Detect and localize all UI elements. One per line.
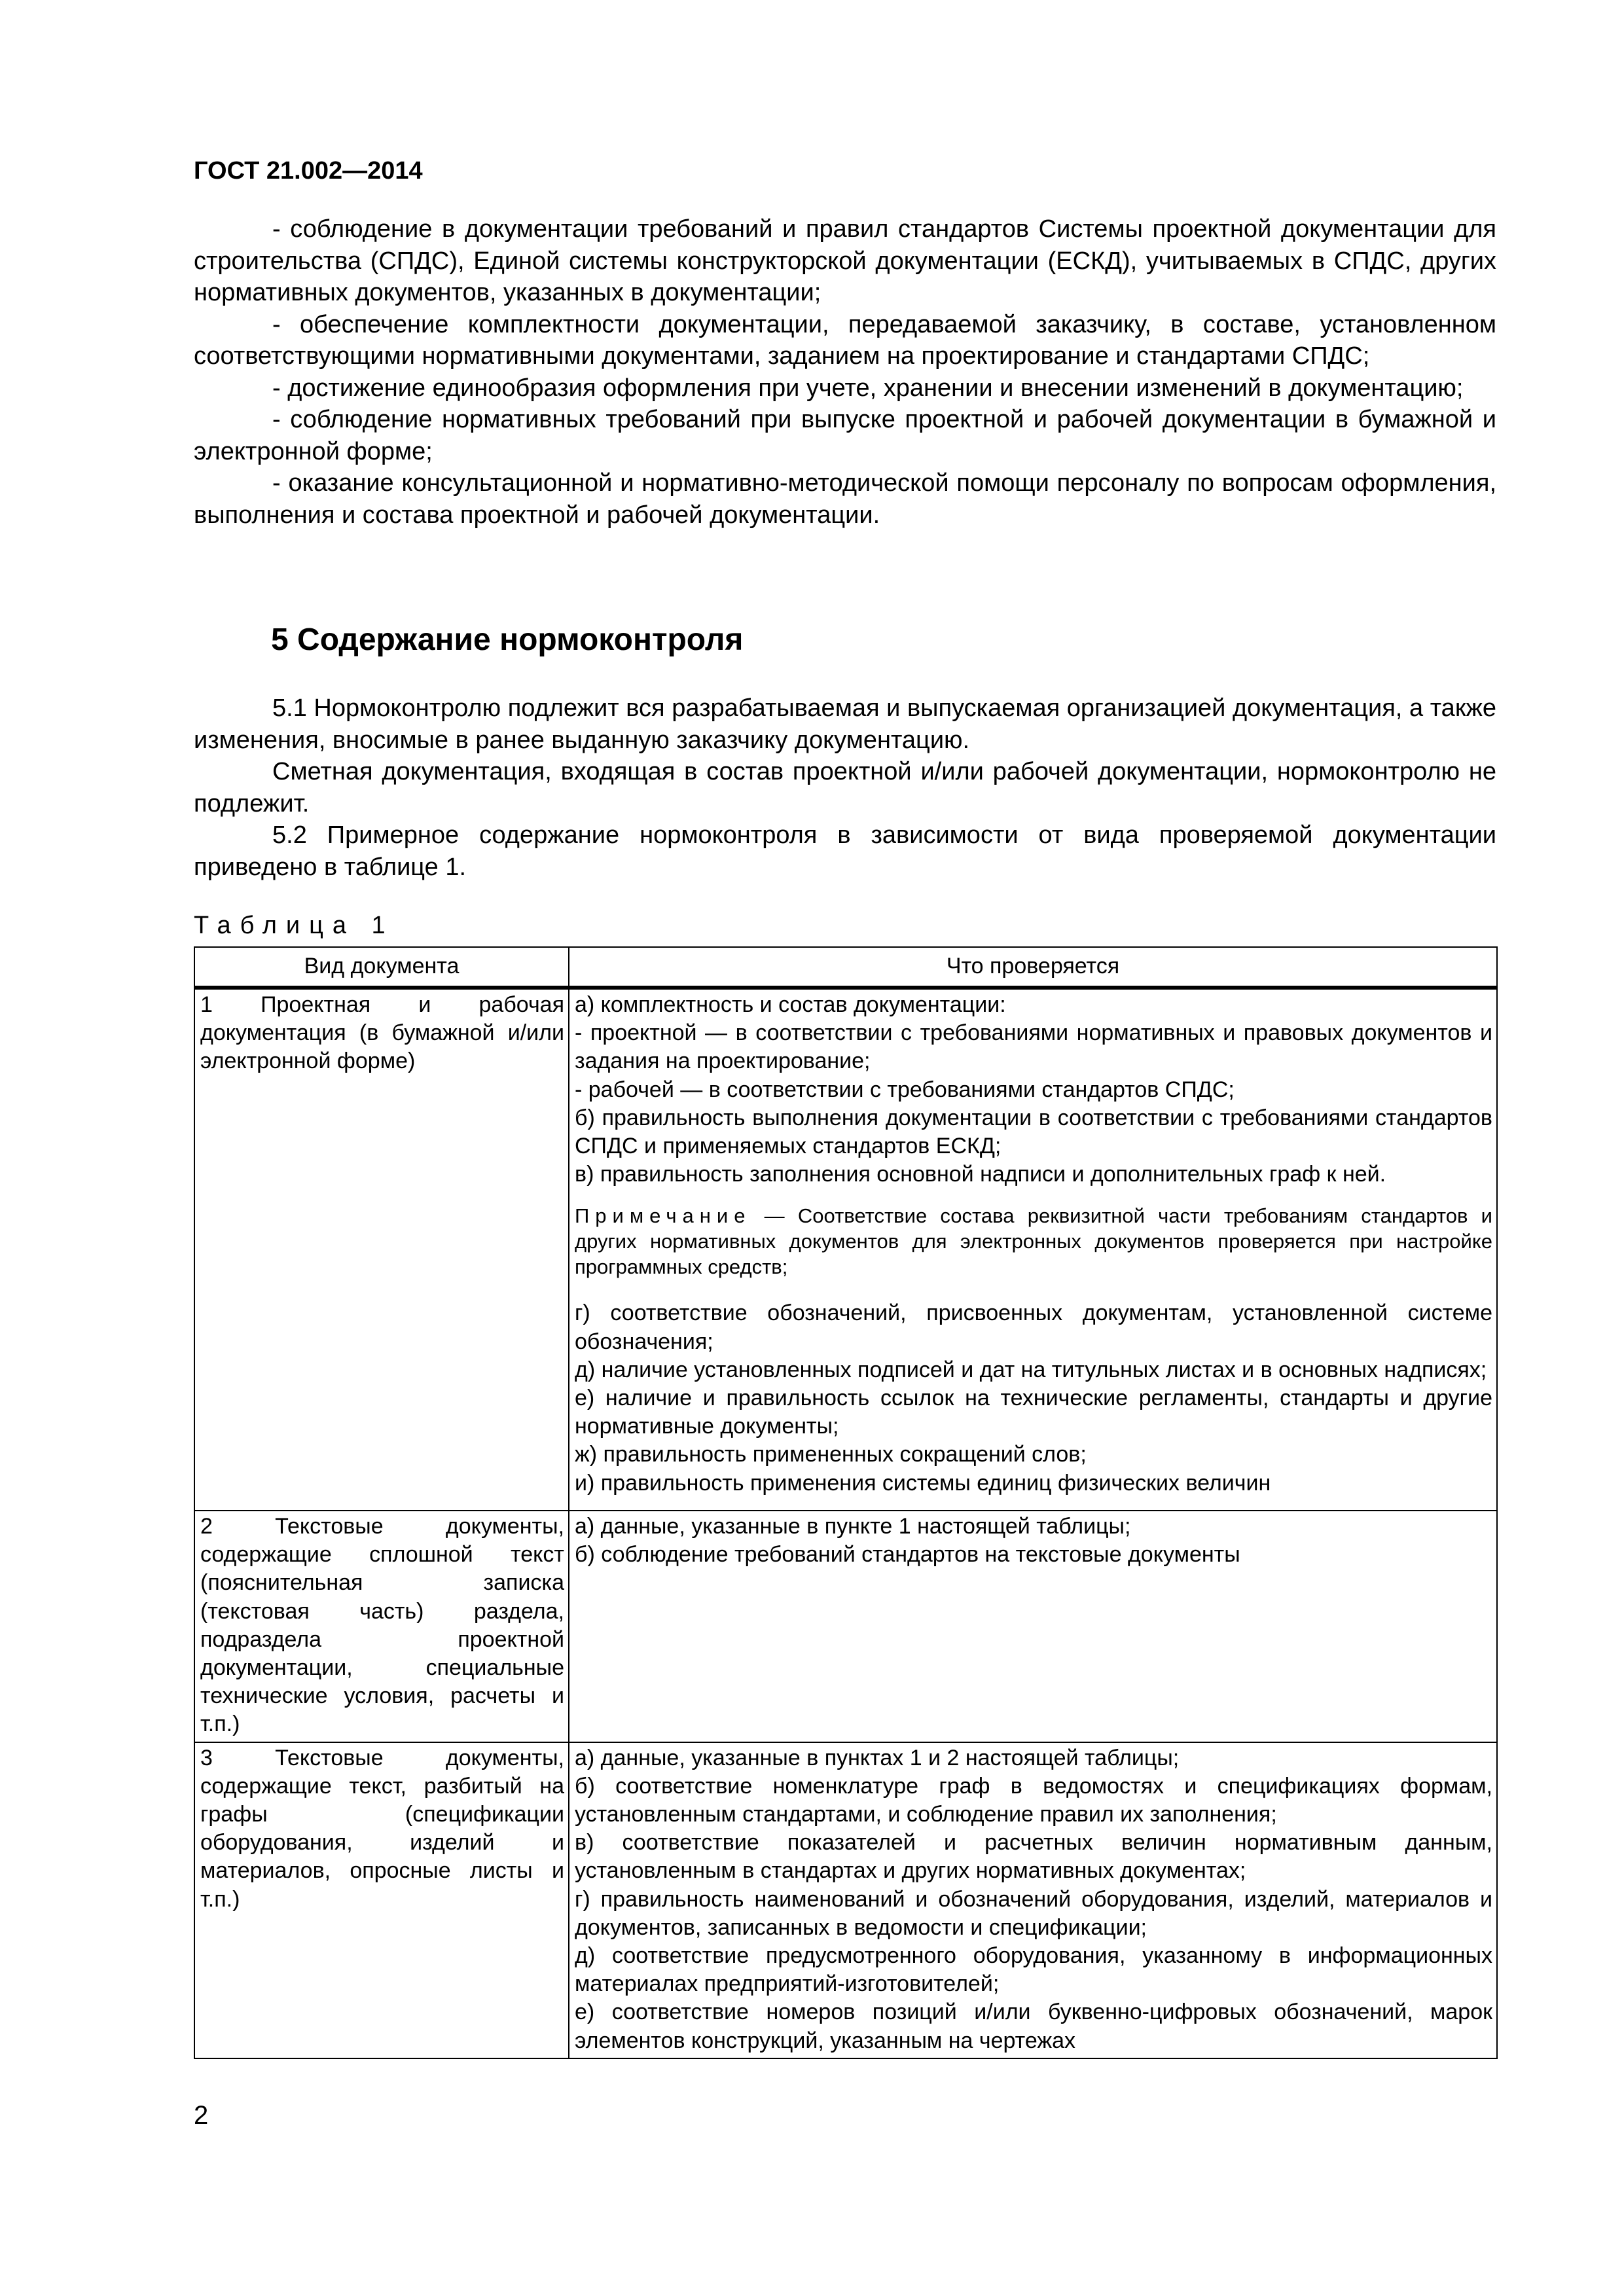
section-title: 5 Содержание нормоконтроля [271,622,744,657]
document-header: ГОСТ 21.002—2014 [194,157,423,185]
check-item: в) правильность заполнения основной надписи и дополнительных граф к ней. [575,1162,1386,1187]
check-item: б) соответствие номенклатуре граф в ведомостях и спецификациях формам, установленным стандартами, и соблюдение правил их заполнения; [575,1773,1492,1827]
note-text: — Соответствие состава реквизитной части требованиям стандартов и других нормативных документов для электронных документов проверяется при настройке программных средств; [575,1204,1492,1279]
section-paragraph: Сметная документация, входящая в состав проектной и/или рабочей документации, нормоконтролю не подлежит. [194,758,1496,817]
page-number: 2 [194,2101,209,2130]
intro-item: - обеспечение комплектности документации, передаваемой заказчику, в составе, установленном соответствующими нормативными документами, заданием на проектирование и стандартами СПДС; [194,310,1496,370]
table-note [575,1203,1492,1280]
check-item: г) правильность наименований и обозначений оборудования, изделий, материалов и документов, записанных в ведомости и спецификации; [575,1886,1492,1940]
check-item: в) соответствие показателей и расчетных величин нормативным данным, установленным в стандартах и других нормативных документах; [575,1830,1492,1884]
column-header-checks: Что проверяется [569,947,1497,988]
column-header-kind: Вид документа [194,947,569,988]
section-body [194,692,1496,883]
section-paragraph: 5.2 Примерное содержание нормоконтроля в зависимости от вида проверяемой документации приведено в таблице 1. [194,821,1496,881]
intro-item: - достижение единообразия оформления при учете, хранении и внесении изменений в документацию; [272,374,1464,402]
document-kind-cell: 3 Текстовые документы, содержащие текст, разбитый на графы (спецификации оборудования, изделий и материалов, опросные листы и т.п.) [194,1742,569,2058]
control-table [194,946,1498,2059]
checks-cell [569,988,1497,1511]
check-item: - рабочей — в соответствии с требованиями стандартов СПДС; [575,1077,1235,1102]
check-item: г) соответствие обозначений, присвоенных документам, установленной системе обозначения; [575,1300,1492,1354]
document-kind-cell: 1 Проектная и рабочая документация (в бумажной и/или электронной форме) [194,988,569,1511]
table-caption: Таблица 1 [194,912,395,939]
check-item: д) соответствие предусмотренного оборудования, указанному в информационных материалах предприятий-изготовителей; [575,1943,1492,1997]
table-row [194,1742,1497,2058]
check-item: а) данные, указанные в пунктах 1 и 2 настоящей таблицы; [575,1745,1180,1770]
check-item: а) комплектность и состав документации: [575,992,1006,1017]
intro-item: - соблюдение нормативных требований при выпуске проектной и рабочей документации в бумажной и электронной форме; [194,406,1496,465]
check-item: и) правильность применения системы единиц физических величин [575,1470,1271,1496]
checks-cell [569,1511,1497,1742]
document-kind-cell: 2 Текстовые документы, содержащие сплошной текст (пояснительная записка (текстовая часть) раздела, подраздела проектной документации, специальные технические условия, расчеты и т.п.) [194,1511,569,1742]
checks-cell [569,1742,1497,2058]
intro-item: - оказание консультационной и нормативно-методической помощи персоналу по вопросам оформления, выполнения и состава проектной и рабочей документации. [194,469,1496,529]
check-item: ж) правильность примененных сокращений слов; [575,1442,1087,1467]
check-item: е) соответствие номеров позиций и/или буквенно-цифровых обозначений, марок элементов конструкций, указанным на чертежах [575,2000,1492,2053]
note-label: Примечание [575,1204,751,1228]
check-item: е) наличие и правильность ссылок на технические регламенты, стандарты и другие нормативные документы; [575,1386,1492,1439]
section-paragraph: 5.1 Нормоконтролю подлежит вся разрабатываемая и выпускаемая организацией документация, а также изменения, вносимые в ранее выданную заказчику документацию. [194,694,1496,754]
intro-list [194,213,1496,531]
check-item: - проектной — в соответствии с требованиями нормативных и правовых документов и задания на проектирование; [575,1020,1492,1074]
check-item: б) соблюдение требований стандартов на текстовые документы [575,1542,1240,1568]
table-row [194,988,1497,1511]
check-item: д) наличие установленных подписей и дат на титульных листах и в основных надписях; [575,1357,1487,1382]
table-row [194,1511,1497,1742]
intro-item: - соблюдение в документации требований и правил стандартов Системы проектной документации для строительства (СПДС), Единой системы конструкторской документации (ЕСКД), учитываемых в СПДС, других нормативных документов, указанных в документации; [194,215,1496,306]
check-item: б) правильность выполнения документации в соответствии с требованиями стандартов СПДС и применяемых стандартов ЕСКД; [575,1105,1492,1159]
table-header-row [194,947,1497,988]
check-item: а) данные, указанные в пункте 1 настоящей таблицы; [575,1514,1131,1539]
